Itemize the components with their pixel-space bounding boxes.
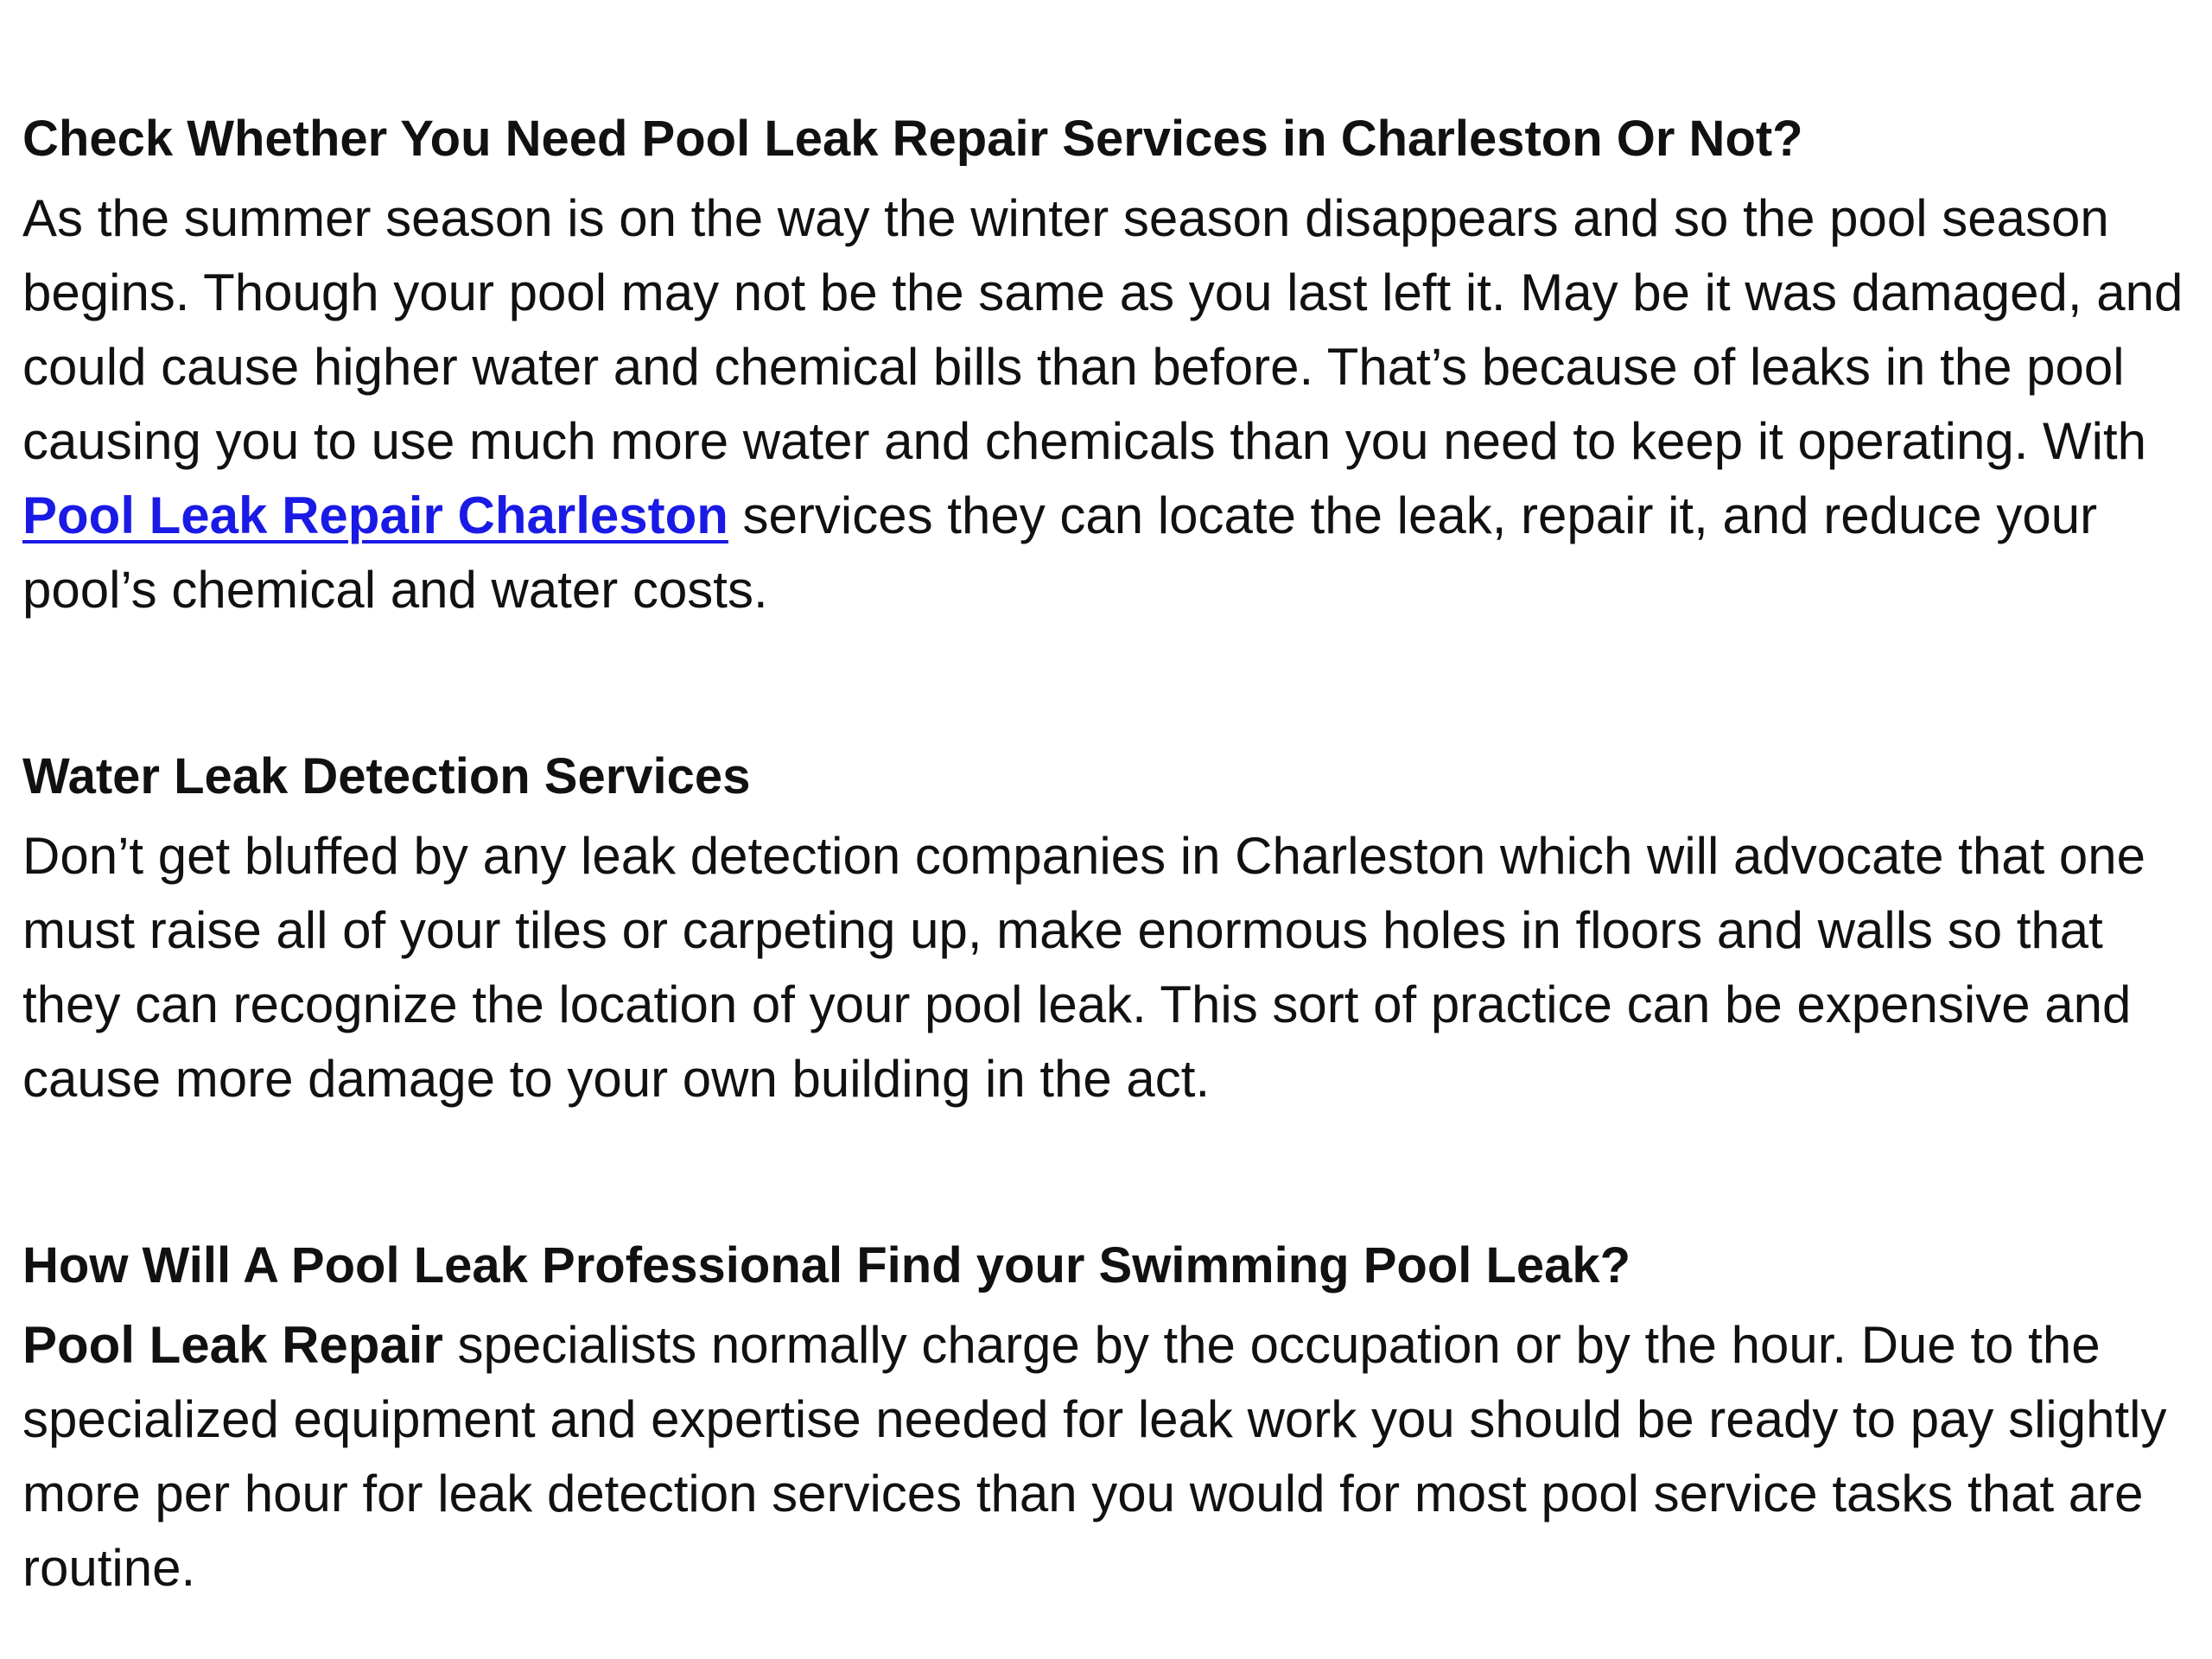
paragraph-text: As the summer season is on the way the winter season disappears and so the pool season begins. Though your pool may not be the same as you last left it. May be it was damaged, and could cause higher water and chemical bills than before. That’s because of leaks in the pool causing you to use much more water and chemicals than you need to keep it operating. With [22, 189, 2183, 470]
section-heading: How Will A Pool Leak Professional Find your Swimming Pool Leak? [22, 1237, 1631, 1294]
pool-leak-repair-charleston-link[interactable]: Pool Leak Repair Charleston [22, 486, 728, 544]
section-pool-leak-repair [22, 111, 2191, 627]
paragraph-text: specialists normally charge by the occupation or by the hour. Due to the specialized equipment and expertise needed for leak work you should be ready to pay slightly more per hour for leak detection services than you would for most pool service tasks that are routine. [22, 1316, 2167, 1597]
section-paragraph [22, 1308, 2191, 1605]
document-page [22, 0, 2191, 1659]
section-water-leak-detection [22, 748, 2191, 1116]
section-find-pool-leak [22, 1237, 2191, 1605]
section-paragraph [22, 181, 2191, 627]
paragraph-text: services they can locate the leak, repair it, and reduce your pool’s chemical and water costs. [22, 486, 2098, 619]
section-paragraph: Don’t get bluffed by any leak detection companies in Charleston which will advocate that one must raise all of your tiles or carpeting up, make enormous holes in floors and walls so that they can recognize the location of your pool leak. This sort of practice can be expensive and cause more damage to your own building in the act. [22, 827, 2146, 1108]
section-heading: Water Leak Detection Services [22, 748, 751, 804]
bold-lead-text: Pool Leak Repair [22, 1316, 443, 1374]
section-heading: Check Whether You Need Pool Leak Repair Services in Charleston Or Not? [22, 111, 1803, 167]
